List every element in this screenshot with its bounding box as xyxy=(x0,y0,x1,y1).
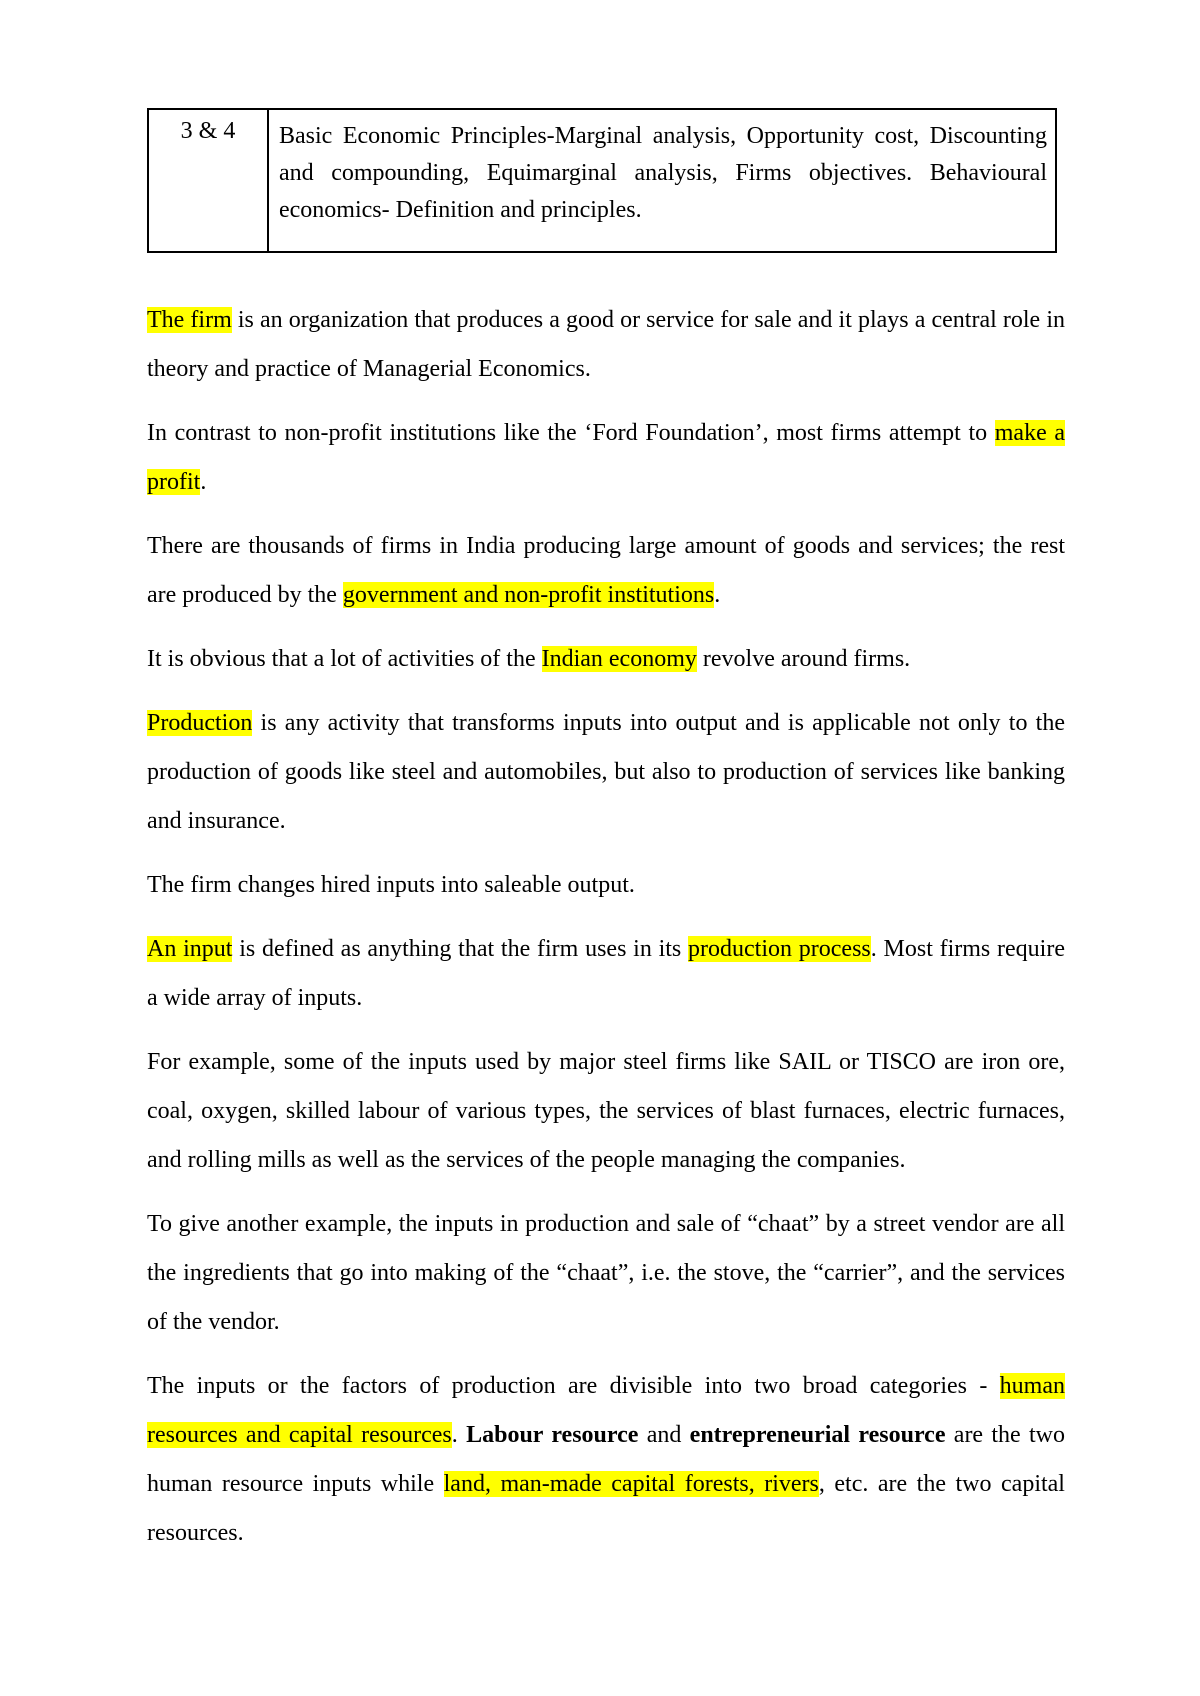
text-run: For example, some of the inputs used by major steel firms like SAIL or TISCO are iron ore, coal, oxygen, skilled labour of various types, the services of blast furnaces, electric furnaces, and rolling mills as well as the services of the people managing the companies. xyxy=(147,1049,1065,1173)
highlighted-text: Production xyxy=(147,710,253,736)
highlighted-text: government and non-profit institutions xyxy=(342,582,715,608)
text-run: is any activity that transforms inputs into output and is applicable not only to the production of goods like steel and automobiles, but also to production of services like banking and insurance. xyxy=(147,710,1065,834)
text-run: is defined as anything that the firm uses in its xyxy=(232,936,689,962)
text-run: The firm changes hired inputs into saleable output. xyxy=(147,872,635,898)
unit-topics: Basic Economic Principles-Marginal analysis, Opportunity cost, Discounting and compounding, Equimarginal analysis, Firms objectives. Behavioural economics- Definition and principles. xyxy=(268,109,1056,252)
highlighted-text: The firm xyxy=(147,307,232,333)
text-run: The inputs or the factors of production are divisible into two broad categories - xyxy=(147,1373,1000,1399)
paragraph xyxy=(147,861,1065,910)
text-run: . xyxy=(451,1422,467,1448)
text-run: . xyxy=(714,582,721,608)
paragraph xyxy=(147,925,1065,1023)
paragraph xyxy=(147,409,1065,507)
paragraph xyxy=(147,296,1065,394)
highlighted-text: land, man-made capital forests, rivers xyxy=(443,1471,819,1497)
syllabus-table xyxy=(147,108,1057,253)
text-run: . xyxy=(200,469,207,495)
bold-text: entrepreneurial resource xyxy=(689,1422,946,1448)
text-run: are the two human resource inputs while xyxy=(147,1422,1066,1497)
text-run: , etc. are the two capital resources. xyxy=(147,1471,1065,1546)
text-run: and xyxy=(638,1422,690,1448)
highlighted-text: make a profit xyxy=(147,420,1066,495)
paragraph xyxy=(147,1362,1065,1558)
text-run: There are thousands of firms in India producing large amount of goods and services; the rest are produced by the xyxy=(147,533,1065,608)
paragraph xyxy=(147,699,1065,846)
paragraph xyxy=(147,635,1065,684)
text-run: It is obvious that a lot of activities of the xyxy=(147,646,542,672)
highlighted-text: Indian economy xyxy=(541,646,697,672)
syllabus-row xyxy=(148,109,1056,252)
bold-text: Labour resource xyxy=(466,1422,639,1448)
paragraph xyxy=(147,1200,1065,1347)
paragraph xyxy=(147,522,1065,620)
unit-number: 3 & 4 xyxy=(148,109,268,252)
document-body xyxy=(147,296,1065,1573)
highlighted-text: production process xyxy=(688,936,871,962)
text-run: To give another example, the inputs in production and sale of “chaat” by a street vendor are all the ingredients that go into making of the “chaat”, i.e. the stove, the “carrier”, and the services of the vendor. xyxy=(147,1211,1065,1335)
text-run: . Most firms require a wide array of inputs. xyxy=(147,936,1065,1011)
text-run: is an organization that produces a good or service for sale and it plays a central role in theory and practice of Managerial Economics. xyxy=(147,307,1065,382)
text-run: In contrast to non-profit institutions like the ‘Ford Foundation’, most firms attempt to xyxy=(147,420,995,446)
highlighted-text: An input xyxy=(147,936,233,962)
paragraph xyxy=(147,1038,1065,1185)
highlighted-text: human resources and capital resources xyxy=(147,1373,1065,1448)
text-run: revolve around firms. xyxy=(696,646,911,672)
